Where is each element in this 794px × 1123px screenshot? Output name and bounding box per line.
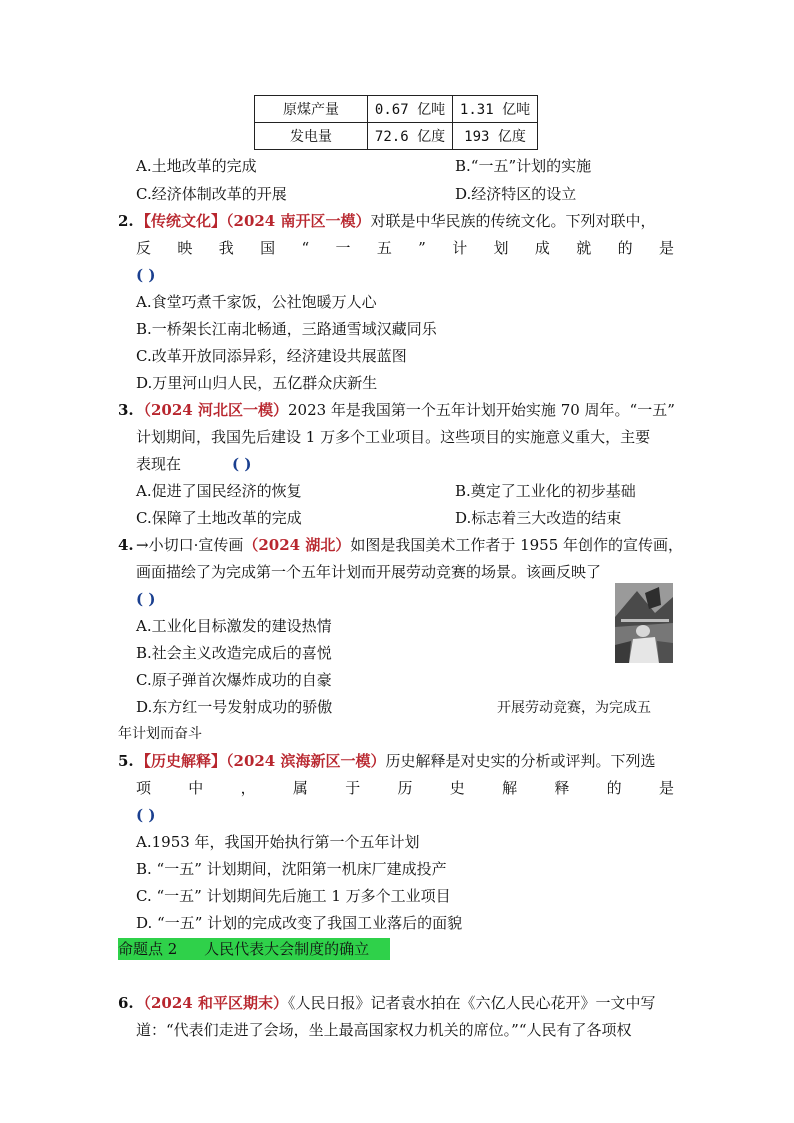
option-b: B.奠定了工业化的初步基础 [455,482,636,500]
stem-char: 中 [188,779,204,797]
stem-text: 历史解释是对史实的分析或评判。下列选 [385,752,656,770]
question-stem [136,211,656,231]
question-stem [136,535,683,555]
option-c: C.原子弹首次爆炸成功的自豪 [136,671,332,689]
stem-char: 映 [177,239,193,257]
source-tag: 【历史解释】（2024 滨海新区一模） [136,752,386,770]
option-d: D.东方红一号发射成功的骄傲 [136,698,333,716]
option-a: A.工业化目标激发的建设热情 [136,617,332,635]
option-a: A.1953 年，我国开始执行第一个五年计划 [136,833,420,851]
table-cell: 0.67 亿吨 [368,96,453,123]
source-tag: （2024 河北区一模） [136,401,288,419]
answer-paren[interactable]: ( ) [136,806,156,824]
stem-char: 历 [397,779,413,797]
option-d: D.万里河山归人民，五亿群众庆新生 [136,374,378,392]
option-d: D.标志着三大改造的结束 [455,509,622,527]
question-number: 3. [118,401,134,419]
question-stem-line [136,238,674,258]
topic-heading [118,938,390,960]
table-row [255,123,538,150]
image-caption: 开展劳动竞赛，为完成五 [497,700,651,716]
option-c: C. “一五” 计划期间先后施工 1 万多个工业项目 [136,887,451,905]
stem-text: 道：“代表们走进了会场，坐上最高国家权力机关的席位。”“人民有了各项权 [136,1021,632,1039]
topic-title: 人民代表大会制度的确立 [204,940,370,958]
stem-char: 成 [534,239,550,257]
stem-text: 画面描绘了为完成第一个五年计划而开展劳动竞赛的场景。该画反映了 [136,563,602,581]
stem-char: 国 [260,239,276,257]
stem-char: ， [240,779,256,797]
option-a: A.土地改革的完成 [136,157,257,175]
stem-char: 计 [452,239,468,257]
stem-char: 的 [606,779,622,797]
answer-paren[interactable]: ( ) [232,455,252,473]
stem-text: 计划期间，我国先后建设 1 万多个工业项目。这些项目的实施意义重大，主要 [136,428,651,446]
stem-char: 释 [554,779,570,797]
stem-char: 解 [502,779,518,797]
stem-text: 2023 年是我国第一个五年计划开始实施 70 周年。“一五” [287,401,675,419]
option-b: B.“一五”计划的实施 [455,157,592,175]
table-row [255,96,538,123]
option-c: C.经济体制改革的开展 [136,185,287,203]
question-number: 4. [118,536,134,554]
question-stem-line [136,778,674,798]
production-table [254,95,538,150]
propaganda-poster-image [615,583,673,663]
source-tag: 【传统文化】（2024 南开区一模） [136,212,371,230]
source-tag: （2024 和平区期末） [136,994,288,1012]
table-cell: 193 亿度 [453,123,538,150]
question-number: 5. [118,752,134,770]
option-b: B.一桥架长江南北畅通，三路通雪域汉藏同乐 [136,320,437,338]
stem-char: 是 [658,779,674,797]
table-cell: 原煤产量 [255,96,368,123]
answer-paren[interactable]: ( ) [136,590,156,608]
stem-char: 项 [136,779,152,797]
option-b: B.社会主义改造完成后的喜悦 [136,644,332,662]
stem-char: 就 [576,239,592,257]
stem-char: 划 [493,239,509,257]
stem-char: 属 [292,779,308,797]
stem-text: 如图是我国美术工作者于 1955 年创作的宣传画， [350,536,684,554]
question-stem [136,400,675,420]
question-stem [136,751,656,771]
stem-char: 反 [136,239,152,257]
question-number: 6. [118,994,134,1012]
option-a: A.食堂巧煮千家饭，公社饱暖万人心 [136,293,377,311]
stem-char: 的 [617,239,633,257]
option-c: C.保障了土地改革的完成 [136,509,302,527]
image-caption-continued: 年计划而奋斗 [118,726,202,742]
stem-char: “ [301,239,310,257]
option-a: A.促进了国民经济的恢复 [136,482,302,500]
stem-text: 对联是中华民族的传统文化。下列对联中， [370,212,656,230]
option-d: D. “一五” 计划的完成改变了我国工业落后的面貌 [136,914,463,932]
stem-char: 是 [658,239,674,257]
stem-char: 一 [335,239,351,257]
stem-char: ” [418,239,426,257]
option-c: C.改革开放同添异彩，经济建设共展蓝图 [136,347,407,365]
table-cell: 1.31 亿吨 [453,96,538,123]
question-stem [136,993,656,1013]
stem-text: 表现在 [136,455,182,473]
option-d: D.经济特区的设立 [455,185,577,203]
source-tag: （2024 湖北） [243,536,351,554]
topic-label: 命题点 2 [118,940,178,958]
answer-paren[interactable]: ( ) [136,266,156,284]
stem-char: 我 [218,239,234,257]
stem-text: 《人民日报》记者袁水拍在《六亿人民心花开》一文中写 [287,994,656,1012]
stem-char: 五 [376,239,392,257]
table-cell: 发电量 [255,123,368,150]
table-cell: 72.6 亿度 [368,123,453,150]
option-b: B. “一五” 计划期间，沈阳第一机床厂建成投产 [136,860,447,878]
topic-prefix: →小切口·宣传画 [136,536,244,554]
stem-char: 于 [345,779,361,797]
question-number: 2. [118,212,134,230]
stem-char: 史 [449,779,465,797]
